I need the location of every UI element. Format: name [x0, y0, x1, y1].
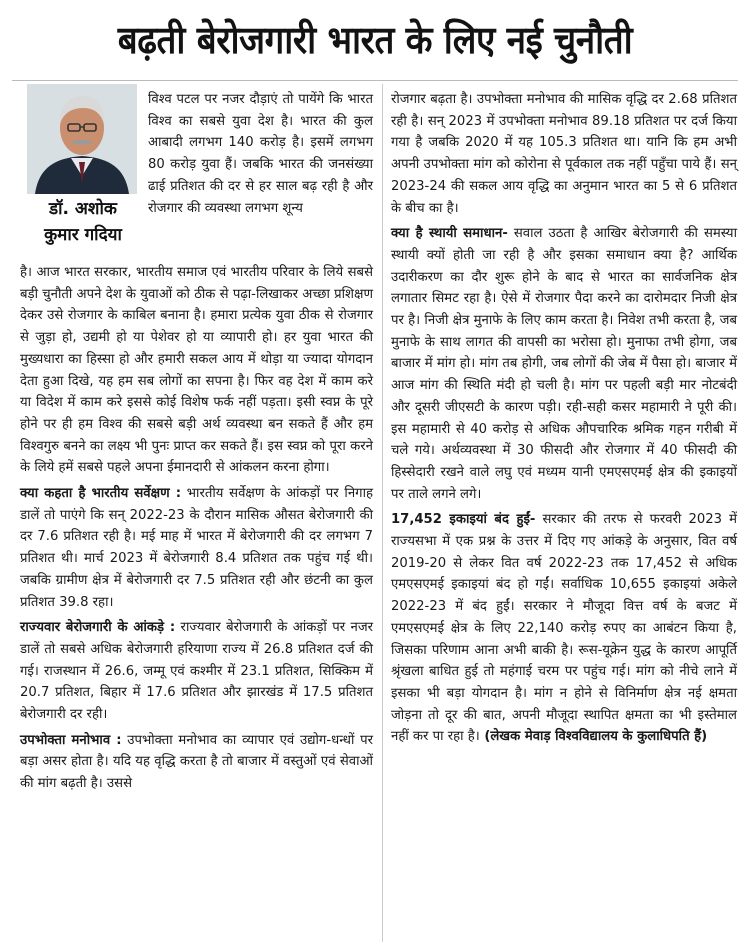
right-body-paragraph: रोजगार बढ़ता है। उपभोक्ता मनोभाव की मासिक वृद्धि दर 2.68 प्रतिशत रही है। सन् 2023 में उपभोक्ता मनोभाव 89.18 प्रतिशत पर दर्ज किया गया है जबकि 2020 में यह 105.3 प्रतिशत था। यानि कि हम अभी अपनी उपभोक्ता मांग को कोरोना से पूर्वकाल तक नहीं पहुँचा पाये हैं। सन् 2023-24 की सकल आय वृद्धि का अनुमान भारत का 5 से 6 प्रतिशत के बीच का है।	[391, 92, 737, 216]
section-units-closed-heading: 17,452 इकाइयां बंद हुईं-	[391, 512, 536, 528]
section-solution-heading: क्या है स्थायी समाधान-	[391, 226, 508, 242]
section-units-closed	[391, 509, 737, 748]
column-divider	[382, 84, 383, 942]
left-body-paragraph: है। आज भारत सरकार, भारतीय समाज एवं भारतीय परिवार के लिये सबसे बड़ी चुनौती अपने देश के युवाओं को ठीक से पढ़ा-लिखाकर अच्छा प्रशिक्षण देकर उसे रोजगार के काबिल बनाना है। हमारा प्रत्येक युवा ठीक से रोजगार से जुड़ा हो, उद्यमी हो या पेशेवर हो या व्यापारी हो। हर युवा भारत की मुख्यधारा का हिस्सा हो और हमारी सकल आय में थोड़ा या ज्यादा योगदान देता हुआ दिखे, यह हम सब लोगों का सपना है। फिर वह देश में काम करे या विदेश में काम करे इससे कोई विशेष फर्क नहीं पड़ता। इसी स्वप्न के पूरे होने पर ही हम विश्व की सबसे बड़ी अर्थ व्यवस्था बन सकते हैं और हम विश्वगुरु बनने का लक्ष्य भी पुनः प्राप्त कर सकते हैं। इस स्वप्न को पूरा करने के लिये हमें सबसे पहले अपना ईमानदारी से आंकलन करना होगा।	[20, 265, 373, 476]
right-column	[391, 89, 737, 748]
section-consumer	[20, 730, 373, 795]
headline-rule	[12, 80, 738, 81]
section-statewise-heading: राज्यवार बेरोजगारी के आंकड़े :	[20, 620, 176, 636]
section-survey-heading: क्या कहता है भारतीय सर्वेक्षण :	[20, 486, 182, 502]
intro-text: विश्व पटल पर नजर दौड़ाएं तो पायेंगे कि भारत विश्व का सबसे युवा देश है। भारत की कुल आबादी लगभग 140 करोड़ है। इसमें लगभग 80 करोड़ युवा हैं। जबकि भारत की जनसंख्या ढाई प्रतिशत की दर से हर साल बढ़ रही है और रोजगार की व्यवस्था लगभग शून्य	[148, 92, 373, 216]
section-statewise-text: राज्यवार बेरोजगारी के आंकड़ों पर नजर डालें तो सबसे अधिक बेरोजगारी हरियाणा राज्य में 26.8 प्रतिशत दर्ज की गई। राजस्थान में 26.6, जम्मू एवं कश्मीर में 23.1 प्रतिशत, सिक्किम में 20.7 प्रतिशत, बिहार में 17.6 प्रतिशत और झारखंड में 17.5 प्रतिशत बेरोजगारी दर रही।	[20, 620, 374, 723]
section-statewise	[20, 617, 373, 726]
author-photo	[27, 84, 137, 194]
author-portrait-icon	[27, 84, 137, 194]
section-consumer-text: उपभोक्ता मनोभाव का व्यापार एवं उद्योग-धन्धों पर बड़ा असर होता है। यदि यह वृद्धि करता है तो बाजार में वस्तुओं एवं सेवाओं की मांग बढ़ती है। उससे	[20, 732, 373, 792]
section-solution-text: सवाल उठता है आखिर बेरोजगारी की समस्या स्थायी क्यों होती जा रही है और इसका समाधान क्या है? आर्थिक उदारीकरण का दौर शुरू होने के बाद से भारत का सार्वजनिक क्षेत्र लगातार सिमट रहा है। ऐसे में रोजगार पैदा करने का दारोमदार निजी क्षेत्र पर है। निजी क्षेत्र मुनाफे के लिए काम करता है। निवेश तभी करता है, जब मुनाफे के साथ लागत की वापसी का भरोसा हो। मुनाफा तभी होगा, जब बाजार में मांग हो। मांग तब होगी, जब लोगों की जेब में पैसा हो। बाजार में आज मांग की स्थिति मंदी हो चली है। मांग पर पहली बड़ी मार नोटबंदी और दूसरी जीएसटी के कारण पड़ी। रही-सही कसर महामारी ने पूरी की। इस महामारी से 40 करोड़ से अधिक औपचारिक श्रमिक गहन गरीबी में चले गये। अर्थव्यवस्था में 30 फीसदी और रोजगार में 40 फीसदी की हिस्सेदारी रखने वाले लघु एवं मध्यम यानी एमएसएमई क्षेत्र की इकाइयों पर ताले लगने लगे।	[391, 226, 737, 502]
section-units-closed-text: सरकार की तरफ से फरवरी 2023 में राज्यसभा में एक प्रश्न के उत्तर में दिए गए आंकड़े के अनुसार, वित वर्ष 2019-20 से लेकर वित वर्ष 2022-23 तक 17,452 से अधिक एमएसएमई इकाइयां बंद हो गईं। सर्वाधिक 10,655 इकाइयां अकेले 2022-23 में बंद हुईं। सरकार ने मौजूदा वित्त वर्ष के बजट में एमएसएमई क्षेत्र के लिए 22,140 करोड़ रुपए का आबंटन किया है, जिसका परिणाम आना अभी बाकी है। रूस-यूक्रेन युद्ध के कारण आपूर्ति श्रृंखला बाधित हुई तो महंगाई चरम पर पहुंच गई। मांग को नीचे लाने में इसका भी बड़ा योगदान है। मांग न होने से विनिर्माण क्षेत्र नई क्षमता जोड़ना तो दूर की बात, अपनी मौजूदा स्थापित क्षमता का भी इस्तेमाल नहीं कर पा रहा है।	[391, 512, 737, 745]
headline: बढ़ती बेरोजगारी भारत के लिए नई चुनौती	[117, 18, 633, 62]
left-column	[20, 262, 373, 795]
author-name-line1: डॉ. अशोक	[49, 199, 117, 219]
section-solution	[391, 223, 737, 505]
section-survey	[20, 483, 373, 613]
author-note: (लेखक मेवाड़ विश्वविद्यालय के कुलाधिपति हैं)	[479, 729, 708, 745]
intro-paragraph	[148, 89, 373, 219]
section-consumer-heading: उपभोक्ता मनोभाव :	[20, 732, 122, 748]
section-survey-text: भारतीय सर्वेक्षण के आंकड़ों पर निगाह डालें तो पाएंगे कि सन् 2022-23 के दौरान मासिक औसत बेरोजगारी की दर 7.6 प्रतिशत रही है। मई माह में भारत में बेरोजगारी की दर लगभग 7 प्रतिशत थी। मार्च 2023 में बेरोजगारी 8.4 प्रतिशत तक पहुंच गई थी। जबकि ग्रामीण क्षेत्र में बेरोजगारी दर 7.5 प्रतिशत रही और छंटनी का कुल प्रतिशत 39.8 रहा।	[20, 486, 374, 610]
author-byline	[24, 196, 142, 248]
author-name-line2: कुमार गदिया	[44, 225, 122, 245]
